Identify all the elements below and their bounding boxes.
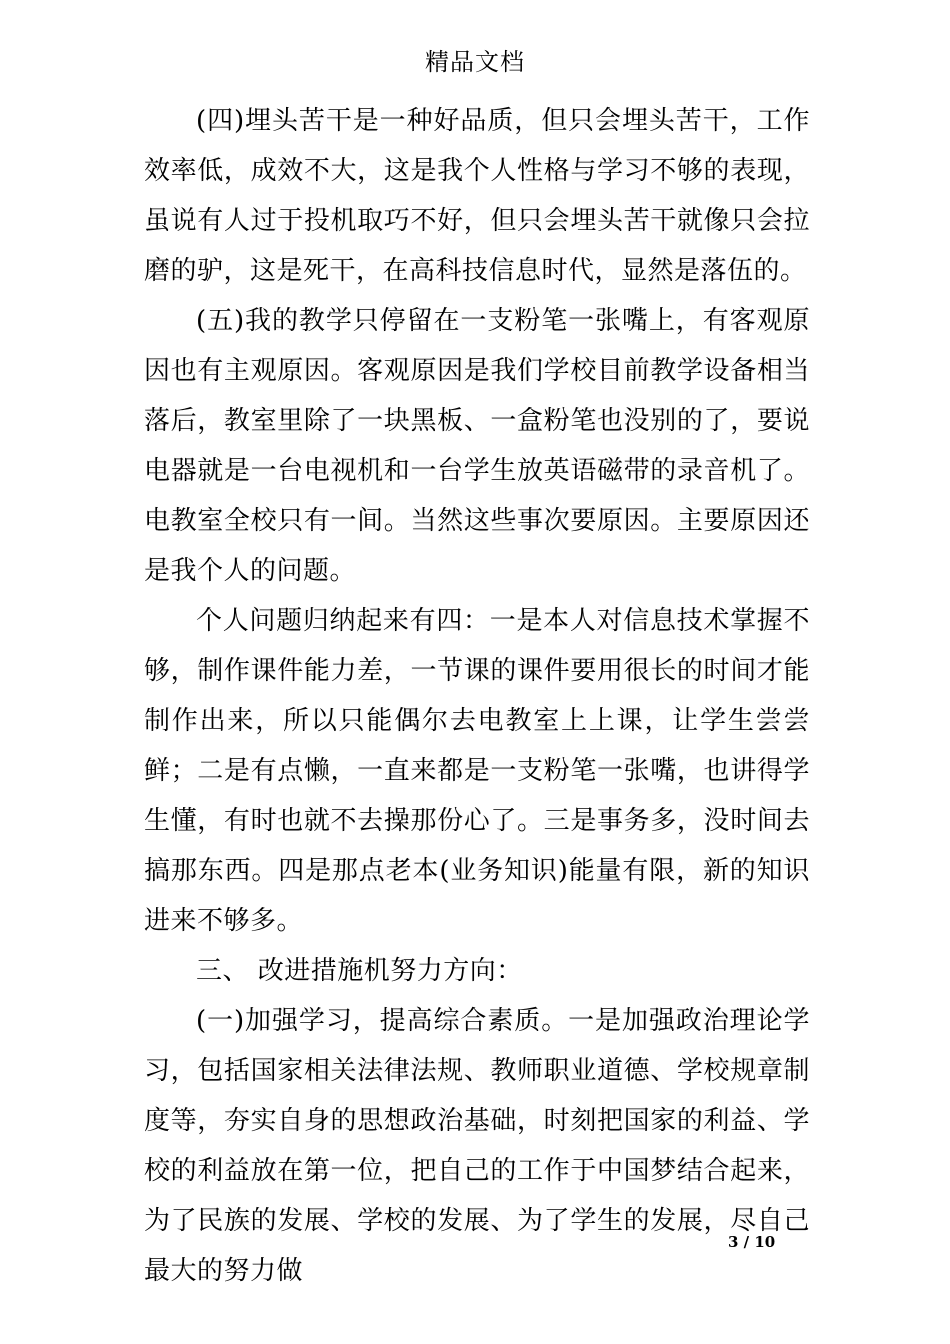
document-body [144, 96, 810, 1296]
paragraph-personal-issues: 个人问题归纳起来有四：一是本人对信息技术掌握不够，制作课件能力差，一节课的课件要用很长的时间才能制作出来，所以只能偶尔去电教室上上课，让学生尝尝鲜；二是有点懒，一直来都是一支粉笔一张嘴，也讲得学生懂，有时也就不去操那份心了。三是事务多，没时间去搞那东西。四是那点老本(业务知识)能量有限，新的知识进来不够多。 [144, 606, 810, 936]
section-heading-improvements: 三、 改进措施机努力方向： [196, 956, 523, 986]
paragraph-section-5: (五)我的教学只停留在一支粉笔一张嘴上，有客观原因也有主观原因。客观原因是我们学校目前教学设备相当落后，教室里除了一块黑板、一盒粉笔也没别的了，要说电器就是一台电视机和一台学生放英语磁带的录音机了。电教室全校只有一间。当然这些事次要原因。主要原因还是我个人的问题。 [144, 306, 810, 586]
paragraph-improvement-1: (一)加强学习，提高综合素质。一是加强政治理论学习，包括国家相关法律法规、教师职业道德、学校规章制度等，夯实自身的思想政治基础，时刻把国家的利益、学校的利益放在第一位，把自己的工作于中国梦结合起来，为了民族的发展、学校的发展、为了学生的发展，尽自己最大的努力做 [144, 1006, 810, 1286]
page-number: 3 / 10 [728, 1233, 776, 1251]
paragraph-section-4: (四)埋头苦干是一种好品质，但只会埋头苦干，工作效率低，成效不大，这是我个人性格与学习不够的表现，虽说有人过于投机取巧不好，但只会埋头苦干就像只会拉磨的驴，这是死干，在高科技信息时代，显然是落伍的。 [144, 106, 810, 286]
document-header: 精品文档 [425, 48, 525, 76]
